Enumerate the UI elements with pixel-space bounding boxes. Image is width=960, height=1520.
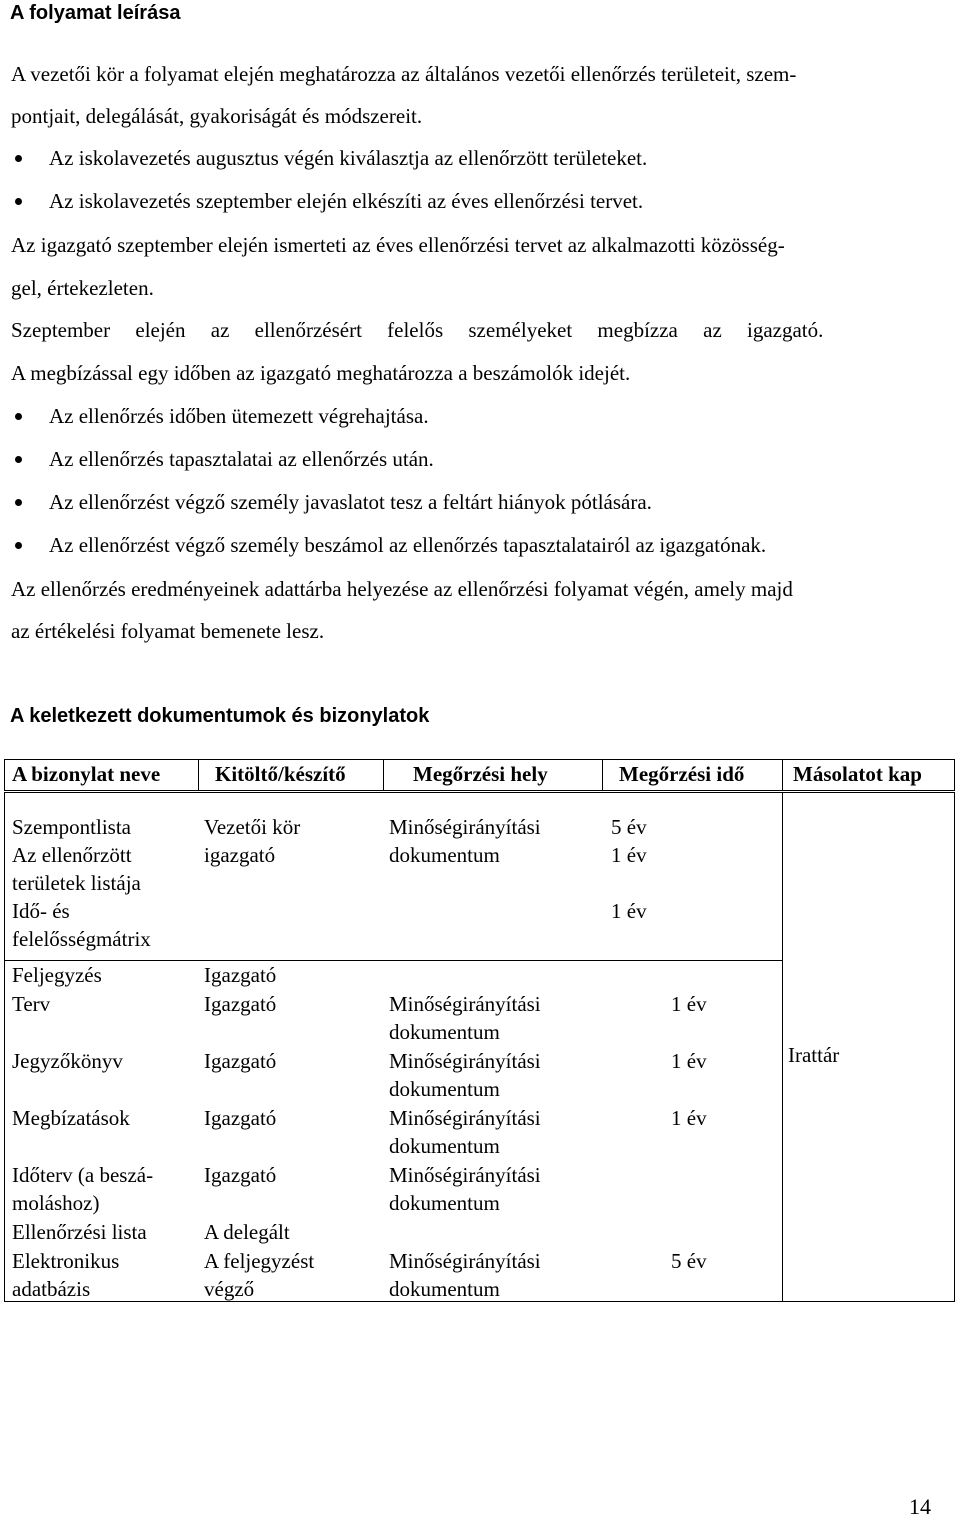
section-title-documents: A keletkezett dokumentumok és bizonylatok bbox=[10, 705, 430, 727]
para4-line-1: Az ellenőrzés eredményeinek adattárba helyezése az ellenőrzési folyamat végén, amely majd bbox=[11, 577, 793, 601]
bullet-dot bbox=[15, 456, 22, 463]
table-row-divider bbox=[4, 960, 782, 961]
table-divider bbox=[602, 759, 603, 791]
para2-line-1: Az igazgató szeptember elején ismerteti az éves ellenőrzési tervet az alkalmazotti közösség- bbox=[11, 233, 785, 257]
cell-name: Időterv (a beszá- moláshoz) bbox=[12, 1163, 154, 1215]
cell-filler: A feljegyzést végző bbox=[204, 1249, 315, 1301]
cell-filler: A delegált bbox=[204, 1220, 290, 1244]
cell-name: Feljegyzés bbox=[12, 963, 102, 987]
bullet-item: Az ellenőrzést végző személy javaslatot tesz a feltárt hiányok pótlására. bbox=[49, 490, 652, 514]
cell-filler: Vezetői kör igazgató bbox=[204, 815, 301, 867]
table-divider bbox=[782, 759, 783, 791]
cell-place: Minőségirányítási dokumentum bbox=[389, 1163, 541, 1215]
header-storage-place: Megőrzési hely bbox=[413, 762, 548, 786]
cell-filler: Igazgató bbox=[204, 1163, 277, 1187]
cell-copy-receiver: Irattár bbox=[788, 1043, 840, 1067]
cell-filler: Igazgató bbox=[204, 992, 277, 1016]
cell-place: Minőségirányítási dokumentum bbox=[389, 815, 541, 867]
cell-filler: Igazgató bbox=[204, 1049, 277, 1073]
para3-line-2: A megbízással egy időben az igazgató meghatározza a beszámolók idejét. bbox=[11, 361, 631, 385]
cell-name: Terv bbox=[12, 992, 51, 1016]
cell-time: 1 év bbox=[671, 992, 707, 1016]
cell-name: Szempontlista Az ellenőrzött területek listája Idő- és felelősségmátrix bbox=[12, 815, 151, 951]
intro-line-2: pontjait, delegálását, gyakoriságát és módszereit. bbox=[11, 104, 423, 128]
cell-name: Ellenőrzési lista bbox=[12, 1220, 147, 1244]
header-filler: Kitöltő/készítő bbox=[215, 762, 346, 786]
bullet-dot bbox=[15, 542, 22, 549]
cell-place: Minőségirányítási dokumentum bbox=[389, 1249, 541, 1301]
section-title-process: A folyamat leírása bbox=[10, 2, 181, 24]
header-copy-receiver: Másolatot kap bbox=[793, 762, 922, 786]
cell-time: 1 év bbox=[671, 1049, 707, 1073]
page-number: 14 bbox=[909, 1494, 931, 1519]
bullet-item: Az ellenőrzés időben ütemezett végrehajtása. bbox=[49, 404, 429, 428]
para3-line-1: Szeptember elején az ellenőrzésért felelős személyeket megbízza az igazgató. bbox=[11, 318, 824, 342]
bullet-dot bbox=[15, 499, 22, 506]
bullet-item: Az ellenőrzés tapasztalatai az ellenőrzés után. bbox=[49, 447, 434, 471]
para2-line-2: gel, értekezleten. bbox=[11, 276, 154, 300]
bullet-item: Az iskolavezetés augusztus végén kiválasztja az ellenőrzött területeket. bbox=[49, 146, 648, 170]
cell-name: Megbízatások bbox=[12, 1106, 130, 1130]
cell-time: 5 év bbox=[671, 1249, 707, 1273]
table-divider bbox=[198, 759, 199, 791]
para4-line-2: az értékelési folyamat bemenete lesz. bbox=[11, 619, 325, 643]
cell-name: Elektronikus adatbázis bbox=[12, 1249, 120, 1301]
bullet-item: Az ellenőrzést végző személy beszámol az ellenőrzés tapasztalatairól az igazgatónak. bbox=[49, 533, 767, 557]
cell-filler: Igazgató bbox=[204, 1106, 277, 1130]
cell-filler: Igazgató bbox=[204, 963, 277, 987]
cell-time: 5 év 1 év 1 év bbox=[611, 815, 647, 923]
header-storage-time: Megőrzési idő bbox=[619, 762, 745, 786]
intro-line-1: A vezetői kör a folyamat elején meghatározza az általános vezetői ellenőrzés területeit, szem- bbox=[11, 62, 797, 86]
bullet-dot bbox=[15, 413, 22, 420]
header-document-name: A bizonylat neve bbox=[12, 762, 161, 786]
bullet-item: Az iskolavezetés szeptember elején elkészíti az éves ellenőrzési tervet. bbox=[49, 189, 644, 213]
cell-place: Minőségirányítási dokumentum bbox=[389, 1106, 541, 1158]
cell-place: Minőségirányítási dokumentum bbox=[389, 1049, 541, 1101]
table-divider bbox=[383, 759, 384, 791]
table-divider bbox=[782, 792, 783, 1302]
bullet-dot bbox=[15, 198, 22, 205]
cell-name: Jegyzőkönyv bbox=[12, 1049, 123, 1073]
cell-place: Minőségirányítási dokumentum bbox=[389, 992, 541, 1044]
bullet-dot bbox=[15, 155, 22, 162]
cell-time: 1 év bbox=[671, 1106, 707, 1130]
